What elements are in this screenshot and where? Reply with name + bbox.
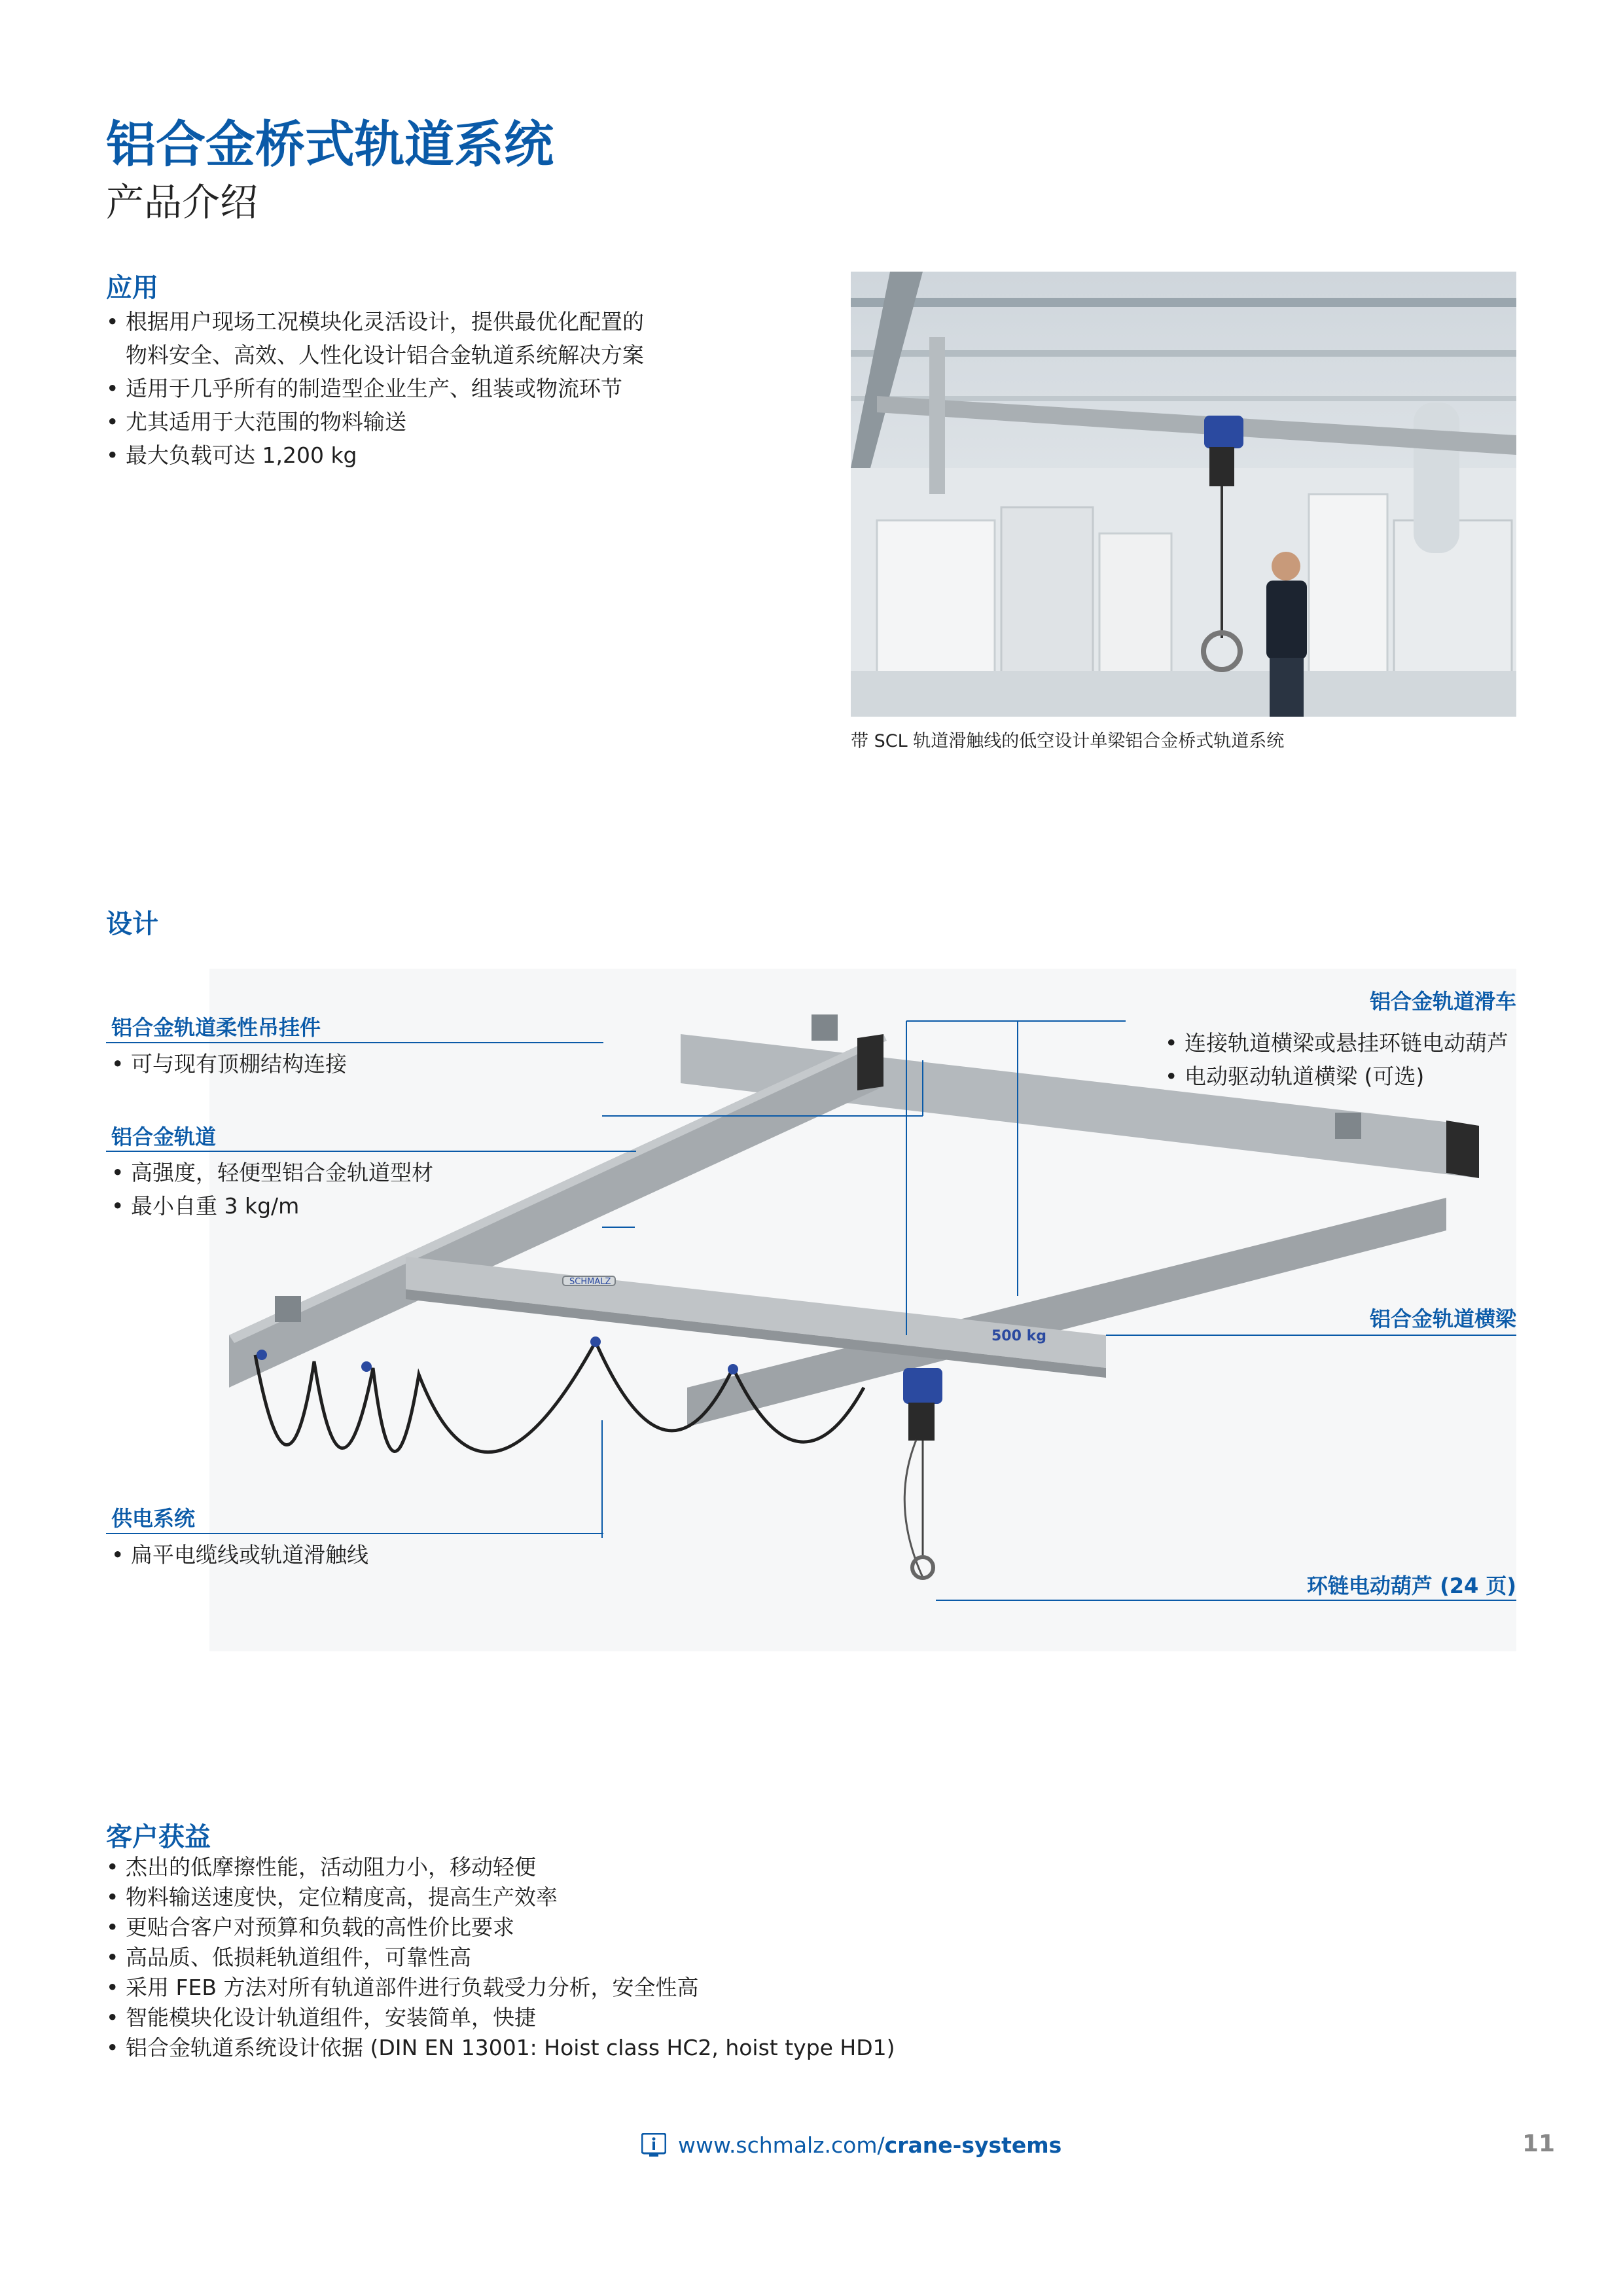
callout-hanger-rule: [106, 1042, 603, 1043]
factory-photo: [851, 272, 1516, 717]
list-item: • 适用于几乎所有的制造型企业生产、组装或物流环节: [106, 372, 644, 405]
callout-power-rule: [106, 1533, 603, 1534]
beam-load-text: 500 kg: [991, 1328, 1046, 1344]
list-item: • 铝合金轨道系统设计依据 (DIN EN 13001: Hoist class HC2, hoist type HD1): [106, 2033, 895, 2063]
list-item: • 更贴合客户对预算和负载的高性价比要求: [106, 1912, 895, 1943]
list-item: • 根据用户现场工况模块化灵活设计，提供最优化配置的 物料安全、高效、人性化设计铝合金轨道系统解决方案: [106, 305, 644, 372]
benefits-list: [106, 1852, 895, 2063]
callout-rail-title: 铝合金轨道: [111, 1124, 217, 1149]
callout-hanger-title: 铝合金轨道柔性吊挂件: [111, 1015, 321, 1040]
page-number: 11: [1522, 2130, 1556, 2157]
list-item: • 连接轨道横梁或悬挂环链电动葫芦: [1165, 1026, 1508, 1060]
list-item: • 高强度，轻便型铝合金轨道型材: [111, 1156, 433, 1189]
page-subtitle: 产品介绍: [106, 180, 259, 224]
list-item: • 智能模块化设计轨道组件，安装简单，快捷: [106, 2003, 895, 2033]
list-item: • 最大负载可达 1,200 kg: [106, 439, 644, 472]
list-item: • 杰出的低摩擦性能，活动阻力小，移动轻便: [106, 1852, 895, 1882]
application-heading: 应用: [106, 273, 158, 303]
website-link[interactable]: [641, 2132, 1061, 2158]
list-item: • 电动驱动轨道横梁 (可选): [1165, 1060, 1508, 1093]
list-item: • 物料输送速度快，定位精度高，提高生产效率: [106, 1882, 895, 1912]
callout-power-list: [111, 1538, 368, 1571]
list-item: • 最小自重 3 kg/m: [111, 1189, 433, 1223]
list-item: • 采用 FEB 方法对所有轨道部件进行负载受力分析，安全性高: [106, 1973, 895, 2003]
callout-trolley-title: 铝合金轨道滑车: [1369, 989, 1516, 1014]
design-heading: 设计: [106, 909, 158, 939]
callout-rail-rule: [106, 1151, 636, 1152]
list-item: • 扁平电缆线或轨道滑触线: [111, 1538, 368, 1571]
photo-caption: 带 SCL 轨道滑触线的低空设计单梁铝合金桥式轨道系统: [851, 731, 1285, 751]
factory-photo-illustration: [851, 272, 1516, 717]
callout-beam-title: 铝合金轨道横梁: [1369, 1306, 1516, 1331]
callout-hanger-list: [111, 1047, 347, 1081]
callout-trolley-list: [1165, 1026, 1508, 1093]
list-item: • 可与现有顶棚结构连接: [111, 1047, 347, 1081]
benefits-heading: 客户获益: [106, 1822, 211, 1852]
callout-hoist-title: 环链电动葫芦 (24 页): [1306, 1573, 1516, 1598]
page-title: 铝合金桥式轨道系统: [106, 115, 554, 173]
callout-power-title: 供电系统: [111, 1506, 196, 1531]
beam-brand-text: SCHMALZ: [569, 1277, 611, 1287]
list-item: • 高品质、低损耗轨道组件，可靠性高: [106, 1943, 895, 1973]
application-list: [106, 305, 644, 472]
website-link-text[interactable]: www.schmalz.com/crane-systems: [678, 2132, 1062, 2158]
info-icon: [641, 2133, 666, 2158]
list-item: • 尤其适用于大范围的物料输送: [106, 405, 644, 439]
callout-rail-list: [111, 1156, 433, 1223]
